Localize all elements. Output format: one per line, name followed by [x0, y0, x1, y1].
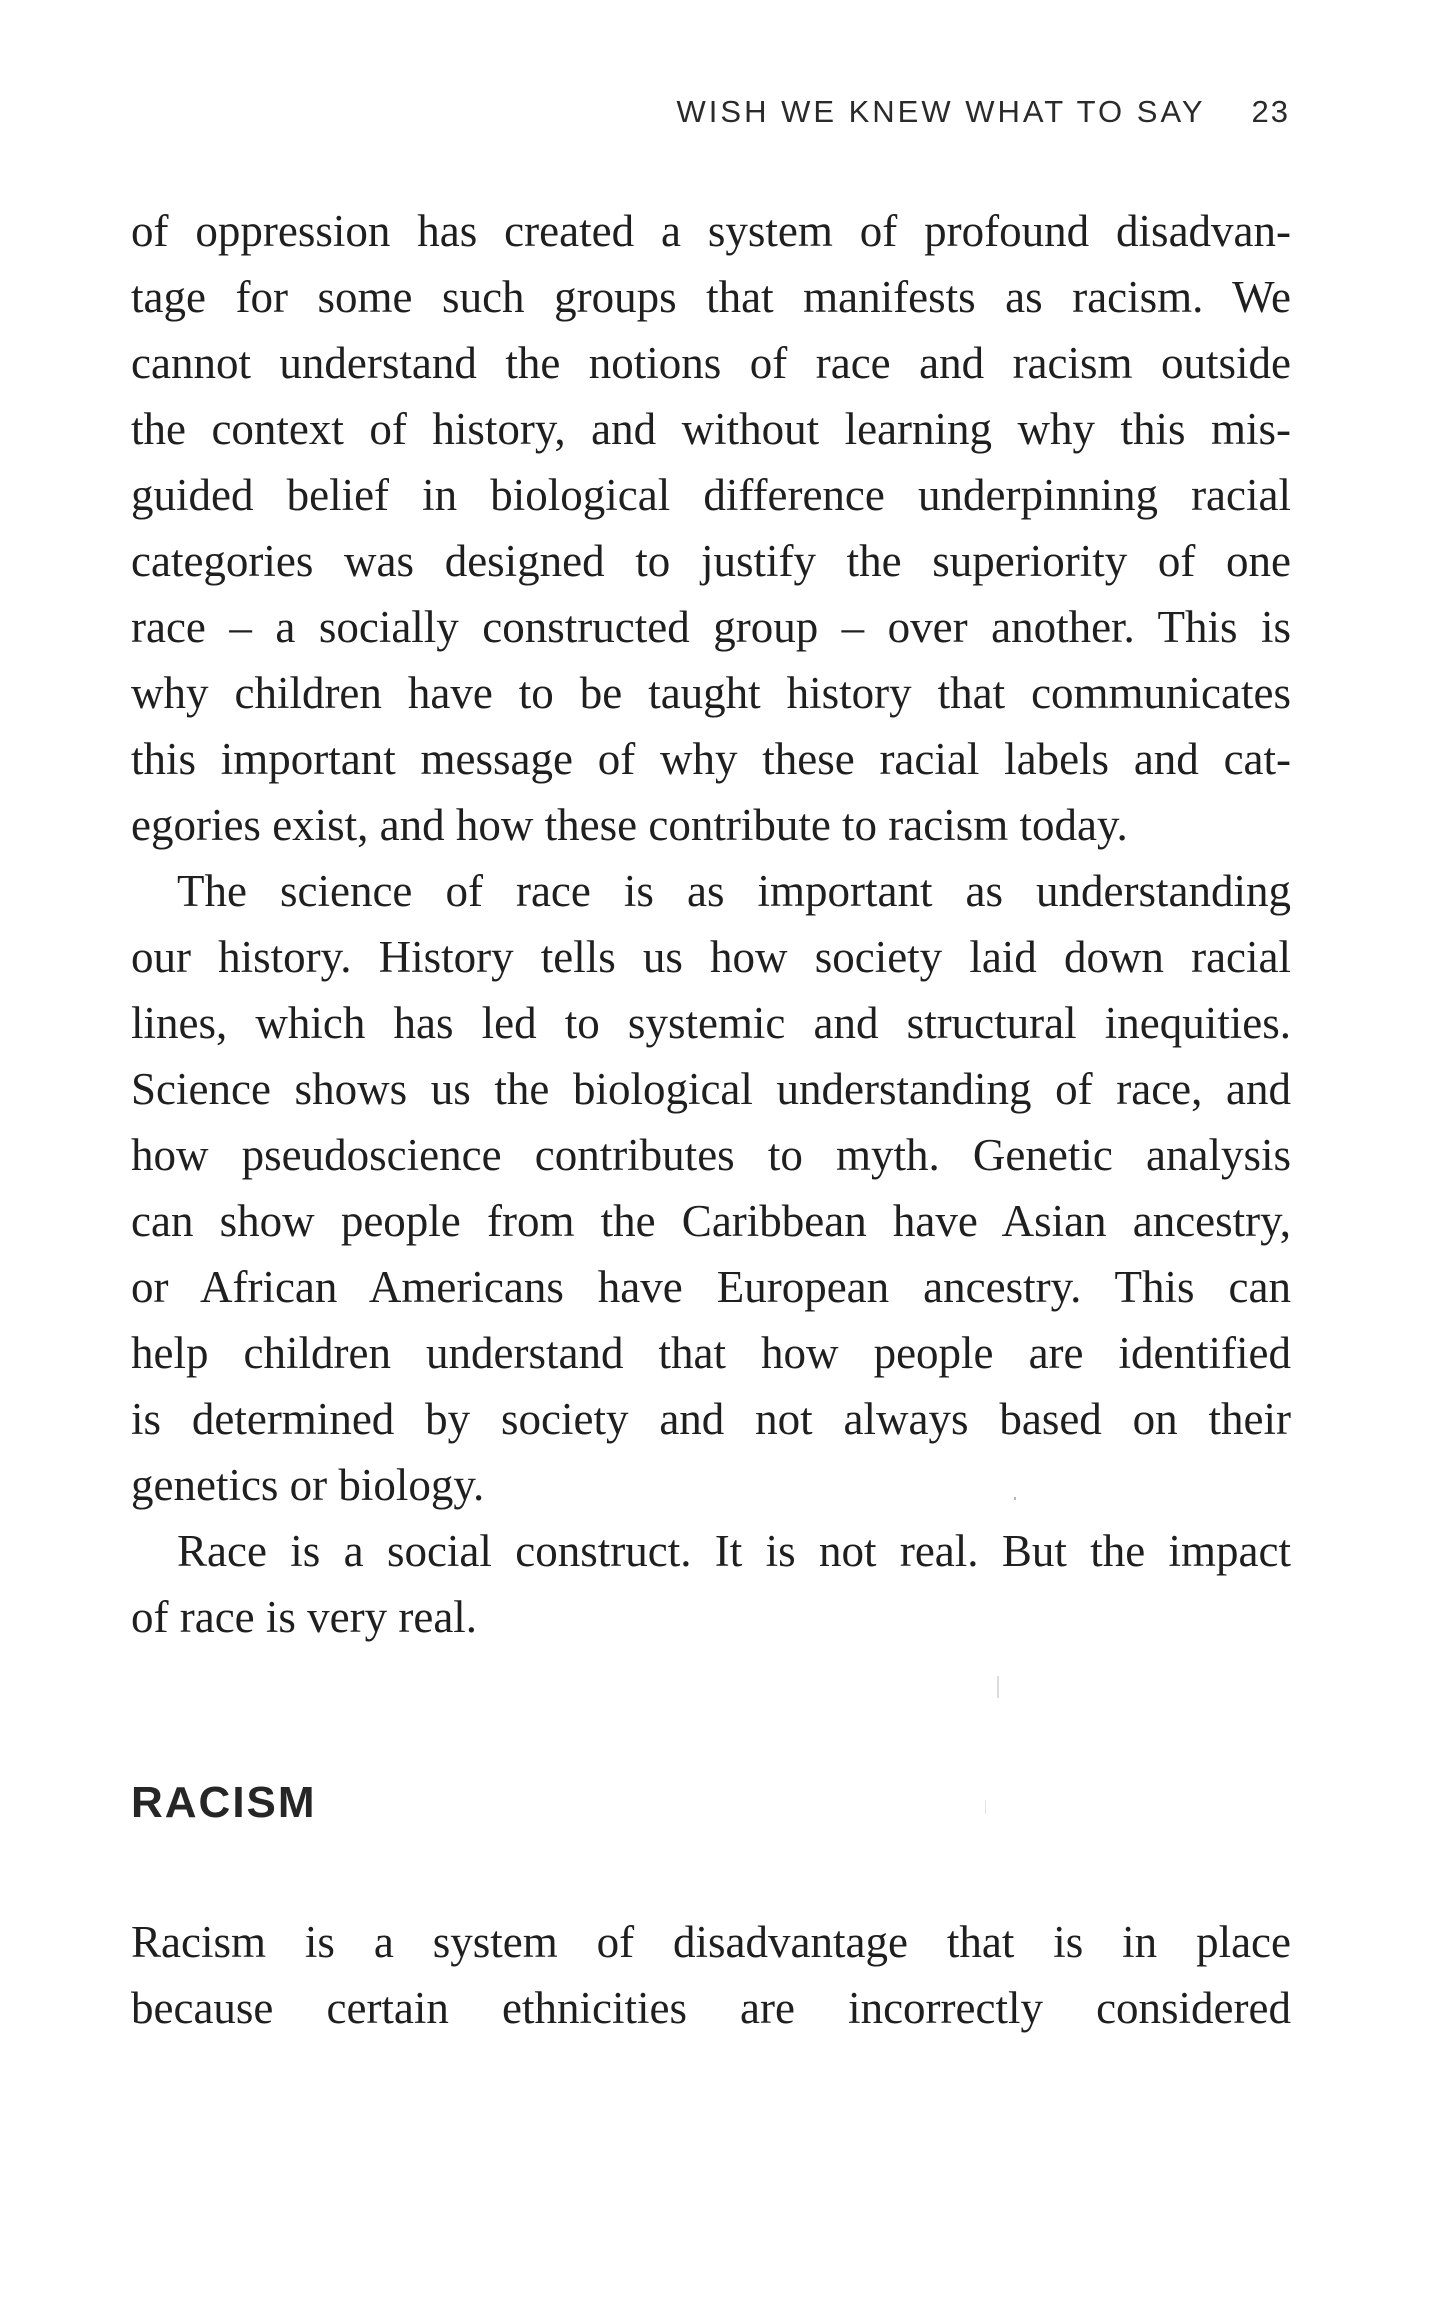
text-line: why children have to be taught history that communicates — [131, 668, 1291, 718]
text-line: or African Americans have European ancestry. This can — [131, 1262, 1291, 1312]
section-heading: RACISM — [131, 1778, 317, 1827]
page-number: 23 — [1251, 94, 1290, 129]
text-line: can show people from the Caribbean have Asian ancestry, — [131, 1196, 1291, 1246]
text-line: of race is very real. — [131, 1592, 478, 1642]
scan-speck — [985, 1800, 986, 1814]
text-line: The science of race is as important as understanding — [177, 866, 1291, 916]
text-line: Race is a social construct. It is not real. But the impact — [177, 1526, 1291, 1576]
running-head — [130, 94, 1290, 130]
body-text-block — [131, 198, 1291, 1650]
body-text-block — [131, 1909, 1291, 2041]
text-line: egories exist, and how these contribute to racism today. — [131, 800, 1128, 850]
text-line: guided belief in biological difference underpinning racial — [131, 470, 1291, 520]
text-line: race – a socially constructed group – over another. This is — [131, 602, 1291, 652]
text-line: categories was designed to justify the superiority of one — [131, 536, 1291, 586]
text-line: Racism is a system of disadvantage that is in place — [131, 1917, 1291, 1967]
text-line: Science shows us the biological understanding of race, and — [131, 1064, 1291, 1114]
text-line: help children understand that how people are identified — [131, 1328, 1291, 1378]
text-line: how pseudoscience contributes to myth. Genetic analysis — [131, 1130, 1291, 1180]
text-line: is determined by society and not always based on their — [131, 1394, 1291, 1444]
text-line: genetics or biology. — [131, 1460, 485, 1510]
text-line: our history. History tells us how society laid down racial — [131, 932, 1291, 982]
text-line: cannot understand the notions of race and racism outside — [131, 338, 1291, 388]
text-line: the context of history, and without learning why this mis- — [131, 404, 1291, 454]
text-line: this important message of why these racial labels and cat- — [131, 734, 1291, 784]
text-line: lines, which has led to systemic and structural inequities. — [131, 998, 1291, 1048]
text-line: because certain ethnicities are incorrectly considered — [131, 1983, 1291, 2033]
scan-speck — [1014, 1497, 1016, 1500]
scan-speck — [997, 1676, 999, 1698]
running-title: WISH WE KNEW WHAT TO SAY — [676, 94, 1206, 129]
text-line: tage for some such groups that manifests as racism. We — [131, 272, 1291, 322]
text-line: of oppression has created a system of profound disadvan- — [131, 206, 1291, 256]
